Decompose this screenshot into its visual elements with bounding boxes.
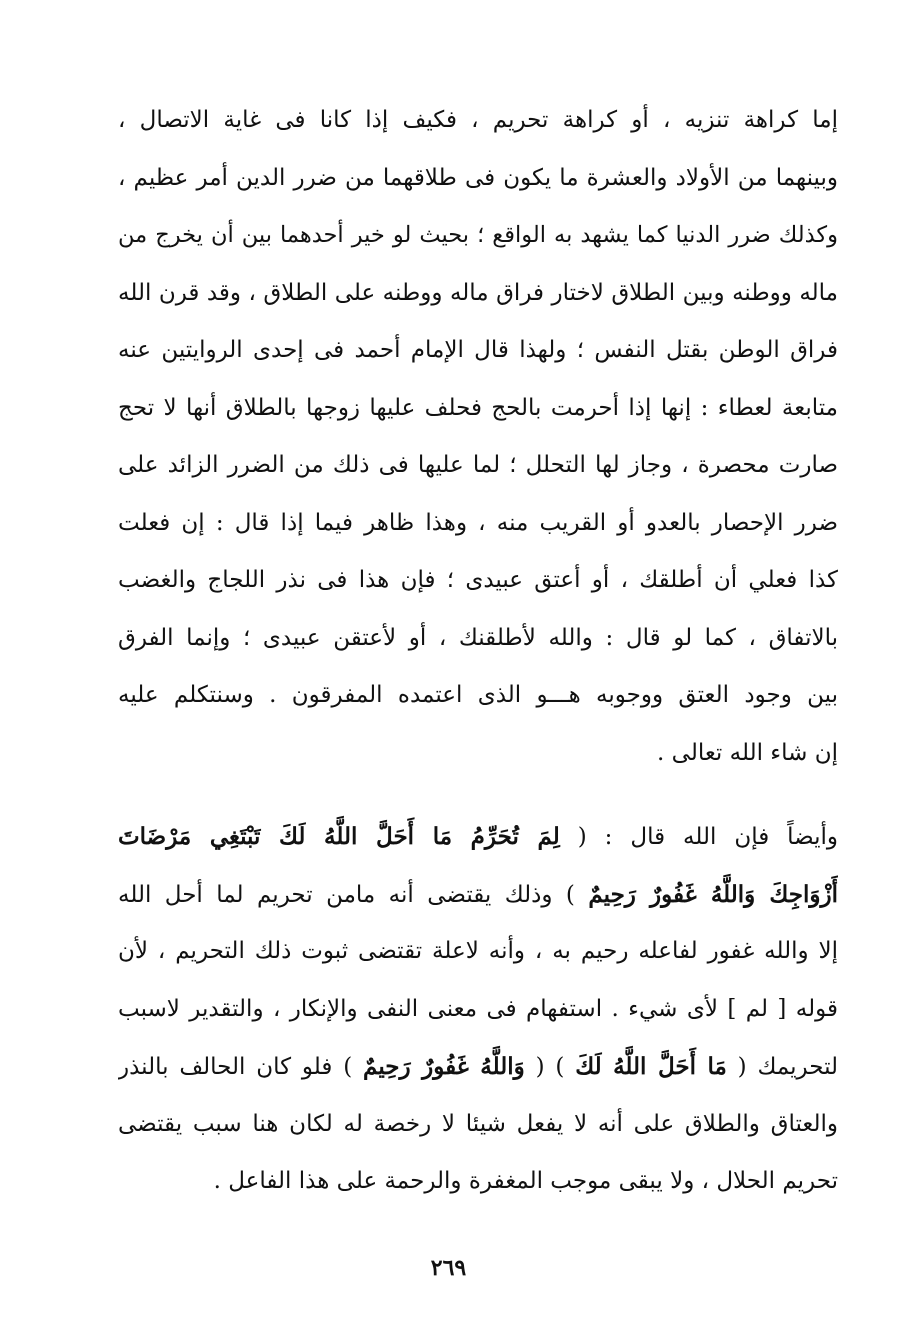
text-line: وبينهما من الأولاد والعشرة ما يكون فى طلاقهما من ضرر الدين أمر عظيم ، bbox=[118, 164, 838, 191]
text-line: تحريم الحلال ، ولا يبقى موجب المغفرة والرحمة على هذا الفاعل . bbox=[213, 1168, 838, 1194]
text-line: فراق الوطن بقتل النفس ؛ ولهذا قال الإمام أحمد فى إحدى الروايتين عنه bbox=[118, 337, 838, 363]
text-line bbox=[118, 808, 838, 866]
quran-verse: وَاللَّهُ غَفُورٌ رَحِيمٌ bbox=[363, 1053, 525, 1080]
line-text: ) ( bbox=[535, 1054, 565, 1080]
paragraph-2 bbox=[118, 808, 838, 1211]
text-line: ضرر الإحصار بالعدو أو القريب منه ، وهذا ظاهر فيما إذا قال : إن فعلت bbox=[118, 509, 838, 536]
text-line: كذا فعلي أن أطلقك ، أو أعتق عبيدى ؛ فإن هذا فى نذر اللجاج والغضب bbox=[118, 567, 838, 593]
paragraph-1 bbox=[118, 92, 838, 782]
text-line: إن شاء الله تعالى . bbox=[657, 739, 838, 766]
text-line bbox=[118, 1038, 838, 1096]
line-text: لتحريمك ( bbox=[737, 1054, 838, 1080]
text-line: بين وجود العتق ووجوبه هـــو الذى اعتمده المفرقون . وسنتكلم عليه bbox=[118, 682, 838, 708]
text-line: إلا والله غفور لفاعله رحيم به ، وأنه لاعلة تقتضى ثبوت ذلك التحريم ، لأن bbox=[118, 938, 838, 964]
quran-verse: لِمَ تُحَرِّمُ مَا أَحَلَّ اللَّهُ لَكَ تَبْتَغِي مَرْضَاتَ bbox=[118, 823, 560, 850]
quran-verse: مَا أَحَلَّ اللَّهُ لَكَ bbox=[575, 1053, 727, 1080]
text-line: وكذلك ضرر الدنيا كما يشهد به الواقع ؛ بحيث لو خير أحدهما بين أن يخرج من bbox=[118, 222, 838, 248]
line-text: ) وذلك يقتضى أنه مامن تحريم لما أحل الله bbox=[118, 881, 575, 908]
text-line: بالاتفاق ، كما لو قال : والله لأطلقنك ، أو لأعتقن عبيدى ؛ وإنما الفرق bbox=[118, 624, 838, 651]
line-text: ) فلو كان الحالف بالنذر bbox=[118, 1054, 353, 1080]
text-line: ماله ووطنه وبين الطلاق لاختار فراق ماله ووطنه على الطلاق ، وقد قرن الله bbox=[118, 279, 838, 306]
text-line: والعتاق والطلاق على أنه لا يفعل شيئا لا رخصة له لكان هنا سبب يقتضى bbox=[118, 1110, 838, 1137]
page-number: ٢٦٩ bbox=[430, 1255, 467, 1281]
text-line: متابعة لعطاء : إنها إذا أحرمت بالحج فحلف عليها زوجها بالطلاق أنها لا تحج bbox=[118, 394, 838, 421]
line-text: وأيضاً فإن الله قال : ( bbox=[577, 824, 838, 850]
text-line: قوله [ لم ] لأى شيء . استفهام فى معنى النفى والإنكار ، والتقدير لاسبب bbox=[118, 995, 838, 1022]
text-line bbox=[118, 866, 838, 924]
quran-verse: أَزْوَاجِكَ وَاللَّهُ غَفُورٌ رَحِيمٌ bbox=[588, 880, 838, 908]
text-line: صارت محصرة ، وجاز لها التحلل ؛ لما عليها فى ذلك من الضرر الزائد على bbox=[118, 452, 838, 478]
text-line: إما كراهة تنزيه ، أو كراهة تحريم ، فكيف إذا كانا فى غاية الاتصال ، bbox=[118, 107, 838, 133]
